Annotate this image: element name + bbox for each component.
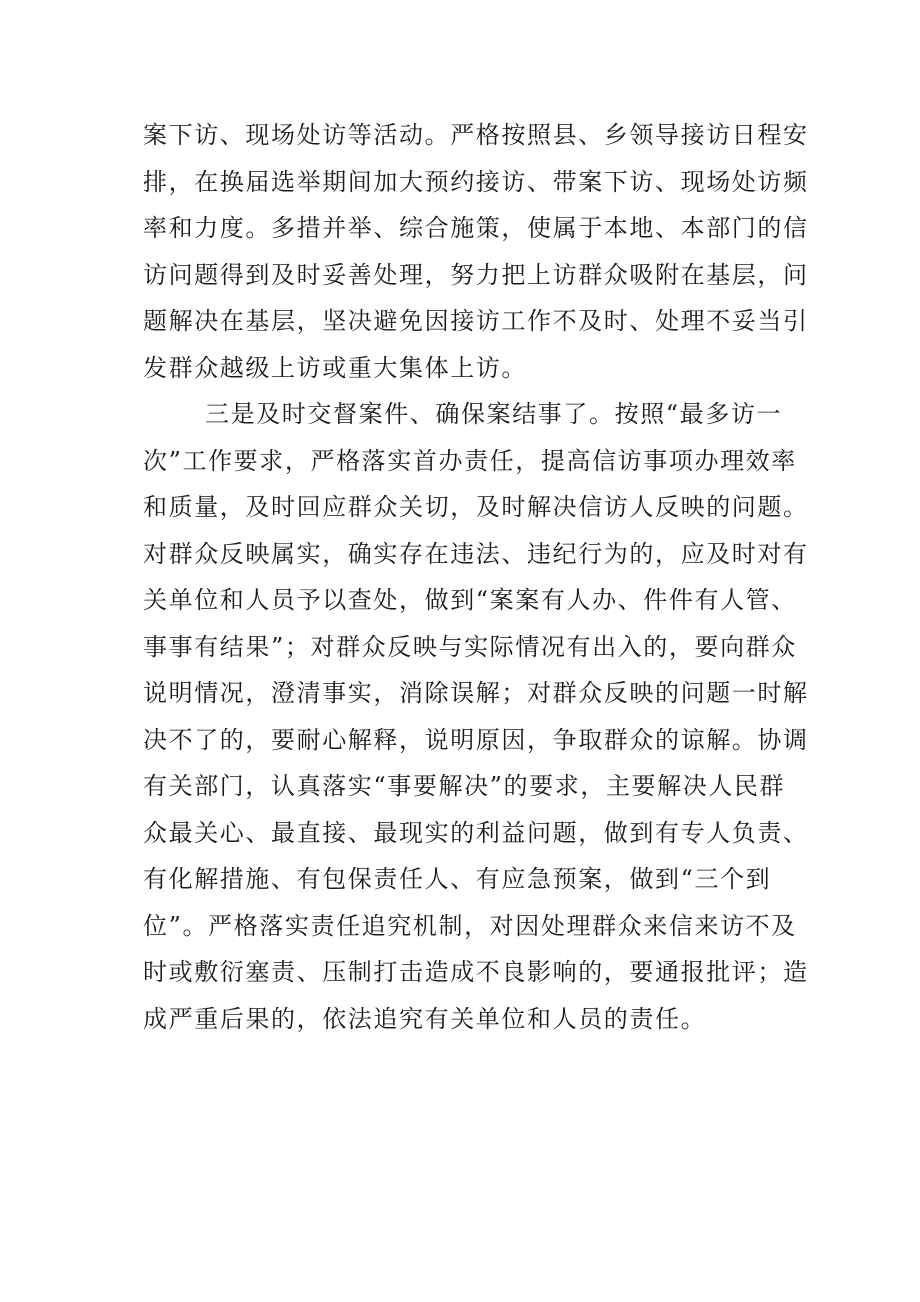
text-line: 题解决在基层，坚决避免因接访工作不及时、处理不妥当引 <box>143 307 809 335</box>
text-line: 众最关心、最直接、最现实的利益问题，做到有专人负责、 <box>143 818 809 847</box>
text-line: 三是及时交督案件、确保案结事了。按照“最多访一 <box>205 400 783 428</box>
document-body <box>143 112 809 1042</box>
text-line: 决不了的，要耐心解释，说明原因，争取群众的谅解。协调 <box>143 725 809 754</box>
text-line: 发群众越级上访或重大集体上访。 <box>143 353 527 382</box>
text-line: 时或敷衍塞责、压制打击造成不良影响的，要通报批评；造 <box>143 958 809 986</box>
paragraph-1 <box>143 112 809 391</box>
text-line: 有化解措施、有包保责任人、有应急预案，做到“三个到 <box>143 865 772 893</box>
paragraph-2 <box>143 391 809 1042</box>
text-line: 和质量，及时回应群众关切，及时解决信访人反映的问题。 <box>143 493 809 521</box>
text-line: 对群众反映属实，确实存在违法、违纪行为的，应及时对有 <box>143 539 809 568</box>
text-line: 位”。严格落实责任追究机制，对因处理群众来信来访不及 <box>143 911 797 940</box>
text-line: 说明情况，澄清事实，消除误解；对群众反映的问题一时解 <box>143 679 809 707</box>
text-line: 次”工作要求，严格落实首办责任，提高信访事项办理效率 <box>143 446 797 475</box>
text-line: 事事有结果”；对群众反映与实际情况有出入的，要向群众 <box>143 632 797 661</box>
text-line: 案下访、现场处访等活动。严格按照县、乡领导接访日程安 <box>143 121 809 149</box>
text-line: 关单位和人员予以查处，做到“案案有人办、件件有人管、 <box>143 586 797 614</box>
text-line: 成严重后果的，依法追究有关单位和人员的责任。 <box>143 1004 707 1033</box>
text-line: 排，在换届选举期间加大预约接访、带案下访、现场处访频 <box>143 167 809 196</box>
text-line: 有关部门，认真落实“事要解决”的要求，主要解决人民群 <box>143 772 786 800</box>
text-line: 访问题得到及时妥善处理，努力把上访群众吸附在基层，问 <box>143 260 809 289</box>
text-line: 率和力度。多措并举、综合施策，使属于本地、本部门的信 <box>143 214 809 242</box>
